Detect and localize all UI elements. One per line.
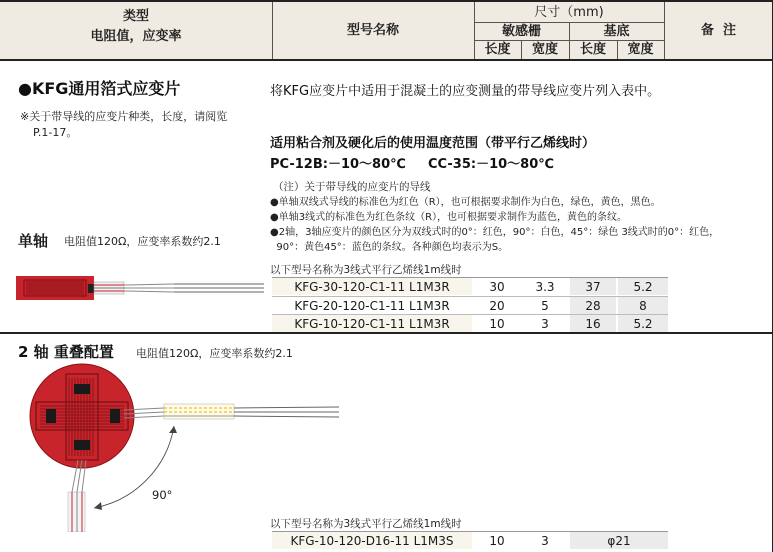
base-length-header: 长度 bbox=[579, 42, 606, 57]
table-row bbox=[272, 315, 668, 332]
temperature-cc35: CC-35:－10～80℃ bbox=[428, 157, 554, 172]
base-header: 基底 bbox=[603, 23, 630, 39]
base-width-cell: 5.2 bbox=[618, 278, 668, 295]
table-caption: 以下型号名称为3线式平行乙烯线1m线时 bbox=[270, 518, 462, 530]
section-title: 2 轴 重叠配置 bbox=[18, 343, 114, 361]
type-header: 类型 bbox=[122, 8, 149, 24]
angle-label: 90° bbox=[152, 488, 173, 502]
grid-width-header: 宽度 bbox=[531, 42, 558, 57]
lead-note: ●单轴双线式导线的标准色为红色（R），也可根据要求制作为白色，绿色，黄色，黑色。 bbox=[270, 197, 661, 208]
table-row bbox=[272, 297, 668, 314]
grid-width-cell: 3 bbox=[541, 533, 549, 548]
base-width-header: 宽度 bbox=[627, 42, 654, 57]
section-title: ●KFG通用箔式应变片 bbox=[18, 79, 181, 98]
two-axis-desc: 电阻值120Ω，应变率系数约2.1 bbox=[136, 347, 293, 360]
reference-page: P.1-17。 bbox=[33, 126, 78, 139]
model-cell: KFG-10-120-D16-11 L1M3S bbox=[272, 532, 472, 549]
table-row bbox=[272, 532, 668, 549]
temperature-title: 适用粘合剂及硬化后的使用温度范围（带平行乙烯线时） bbox=[270, 136, 596, 151]
grid-width-cell: 3 bbox=[541, 316, 549, 331]
reference-note: ※关于带导线的应变片种类，长度，请阅览 bbox=[20, 110, 228, 123]
base-length-cell: 16 bbox=[570, 315, 616, 332]
grid-length-cell: 20 bbox=[489, 298, 505, 313]
table-caption: 以下型号名称为3线式平行乙烯线1m线时 bbox=[270, 264, 462, 276]
lead-note: ●2轴，3轴应变片的颜色区分为双线式时的0°：红色，90°：白色，45°：绿色 3线式时的0°：红色， bbox=[270, 227, 720, 238]
model-cell: KFG-30-120-C1-11 L1M3R bbox=[272, 278, 472, 295]
lead-note: 90°：黄色45°：蓝色的条纹。各种颜色均表示为S。 bbox=[270, 242, 509, 253]
lead-note: ●单轴3线式的标准色为红色条纹（R），也可根据要求制作为蓝色，黄色的条纹。 bbox=[270, 212, 628, 223]
grid-length-cell: 30 bbox=[489, 279, 505, 294]
dimensions-header: 尺寸（mm) bbox=[534, 5, 604, 20]
grid-length-cell: 10 bbox=[489, 533, 505, 548]
type-subheader: 电阻值，应变率 bbox=[90, 28, 182, 44]
grid-length-header: 长度 bbox=[484, 42, 511, 57]
base-width-cell: 5.2 bbox=[618, 315, 668, 332]
grid-length-cell: 10 bbox=[489, 316, 505, 331]
model-cell: KFG-10-120-C1-11 L1M3R bbox=[272, 315, 472, 332]
temperature-pc12b: PC-12B:－10～80℃ bbox=[270, 157, 406, 172]
intro-text: 将KFG应变片中适用于混凝土的应变测量的带导线应变片列入表中。 bbox=[270, 84, 661, 99]
single-axis-gauge-image bbox=[14, 270, 266, 306]
model-header: 型号名称 bbox=[346, 23, 399, 38]
section-divider bbox=[0, 332, 773, 334]
lead-note-title: （注）关于带导线的应变片的导线 bbox=[273, 181, 431, 193]
base-diameter-cell: φ21 bbox=[570, 532, 668, 549]
single-axis-label: 单轴 bbox=[18, 232, 49, 250]
grid-width-cell: 5 bbox=[541, 298, 549, 313]
remarks-header: 备 注 bbox=[700, 23, 737, 38]
single-axis-desc: 电阻值120Ω，应变率系数约2.1 bbox=[64, 235, 221, 248]
base-width-cell: 8 bbox=[618, 297, 668, 314]
grid-header: 敏感栅 bbox=[501, 23, 541, 39]
base-length-cell: 28 bbox=[570, 297, 616, 314]
table-row bbox=[272, 278, 668, 295]
grid-width-cell: 3.3 bbox=[535, 279, 555, 294]
model-cell: KFG-20-120-C1-11 L1M3R bbox=[294, 298, 450, 313]
base-length-cell: 37 bbox=[570, 278, 616, 295]
two-axis-gauge-image bbox=[14, 362, 344, 532]
